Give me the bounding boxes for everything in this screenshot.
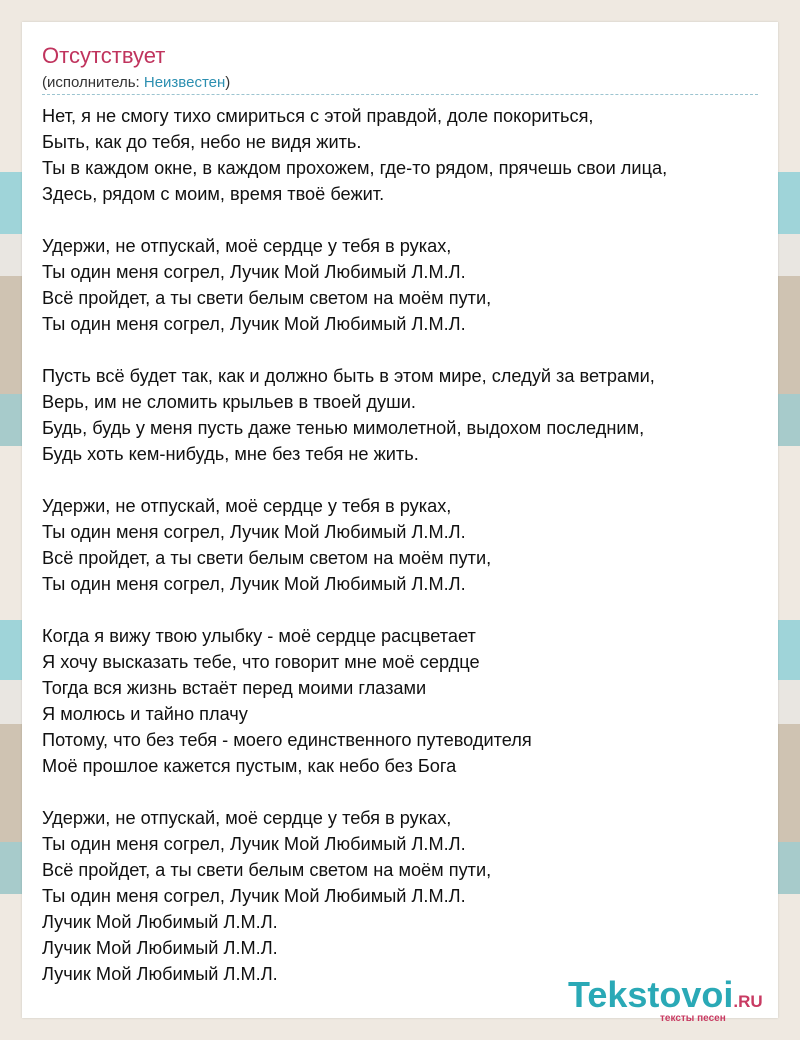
brand-logo[interactable] [568,975,778,1025]
lyrics-sheet [22,22,778,1024]
lyric-line: Лучик Мой Любимый Л.М.Л. [42,938,278,958]
lyric-line: Ты один меня согрел, Лучик Мой Любимый Л.М.Л. [42,834,466,854]
lyric-line: Лучик Мой Любимый Л.М.Л. [42,964,278,984]
title-divider [42,94,758,95]
lyric-line: Всё пройдет, а ты свети белым светом на моём пути, [42,288,492,308]
artist-line [42,73,230,93]
lyric-line: Быть, как до тебя, небо не видя жить. [42,132,362,152]
stanza-break [42,597,762,623]
brand-tagline: тексты песен [660,1013,726,1024]
lyric-line: Удержи, не отпускай, моё сердце у тебя в руках, [42,808,452,828]
brand-tld: .RU [733,992,763,1011]
artist-link[interactable]: Неизвестен [143,74,226,91]
lyric-line: Будь хоть кем-нибудь, мне без тебя не жить. [42,444,419,464]
brand-wordmark: Tekstovoi [568,974,734,1015]
lyrics-body [42,103,762,987]
lyric-line: Когда я вижу твою улыбку - моё сердце расцветает [42,626,476,646]
artist-suffix: ) [225,74,231,91]
stanza-break [42,337,762,363]
lyric-line: Нет, я не смогу тихо смириться с этой правдой, доле покориться, [42,106,594,126]
lyric-line: Здесь, рядом с моим, время твоё бежит. [42,184,385,204]
lyric-line: Ты один меня согрел, Лучик Мой Любимый Л.М.Л. [42,886,466,906]
lyric-line: Моё прошлое кажется пустым, как небо без Бога [42,756,457,776]
lyric-line: Ты один меня согрел, Лучик Мой Любимый Л.М.Л. [42,522,466,542]
lyric-line: Всё пройдет, а ты свети белым светом на моём пути, [42,860,492,880]
lyric-line: Ты в каждом окне, в каждом прохожем, где-то рядом, прячешь свои лица, [42,158,668,178]
lyric-line: Верь, им не сломить крыльев в твоей души. [42,392,416,412]
song-title: Отсутствует [42,43,166,68]
stanza-break [42,207,762,233]
stanza-break [42,467,762,493]
lyric-line: Пусть всё будет так, как и должно быть в этом мире, следуй за ветрами, [42,366,655,386]
artist-prefix: (исполнитель: [42,74,144,91]
lyric-line: Тогда вся жизнь встаёт перед моими глазами [42,678,427,698]
lyric-line: Ты один меня согрел, Лучик Мой Любимый Л.М.Л. [42,262,466,282]
lyric-line: Ты один меня согрел, Лучик Мой Любимый Л.М.Л. [42,314,466,334]
lyric-line: Удержи, не отпускай, моё сердце у тебя в руках, [42,496,452,516]
lyric-line: Всё пройдет, а ты свети белым светом на моём пути, [42,548,492,568]
lyric-line: Удержи, не отпускай, моё сердце у тебя в руках, [42,236,452,256]
lyric-line: Будь, будь у меня пусть даже тенью мимолетной, выдохом последним, [42,418,645,438]
stanza-break [42,779,762,805]
lyric-line: Потому, что без тебя - моего единственного путеводителя [42,730,532,750]
lyric-line: Я хочу высказать тебе, что говорит мне моё сердце [42,652,480,672]
lyric-line: Ты один меня согрел, Лучик Мой Любимый Л.М.Л. [42,574,466,594]
lyric-line: Лучик Мой Любимый Л.М.Л. [42,912,278,932]
lyric-line: Я молюсь и тайно плачу [42,704,248,724]
